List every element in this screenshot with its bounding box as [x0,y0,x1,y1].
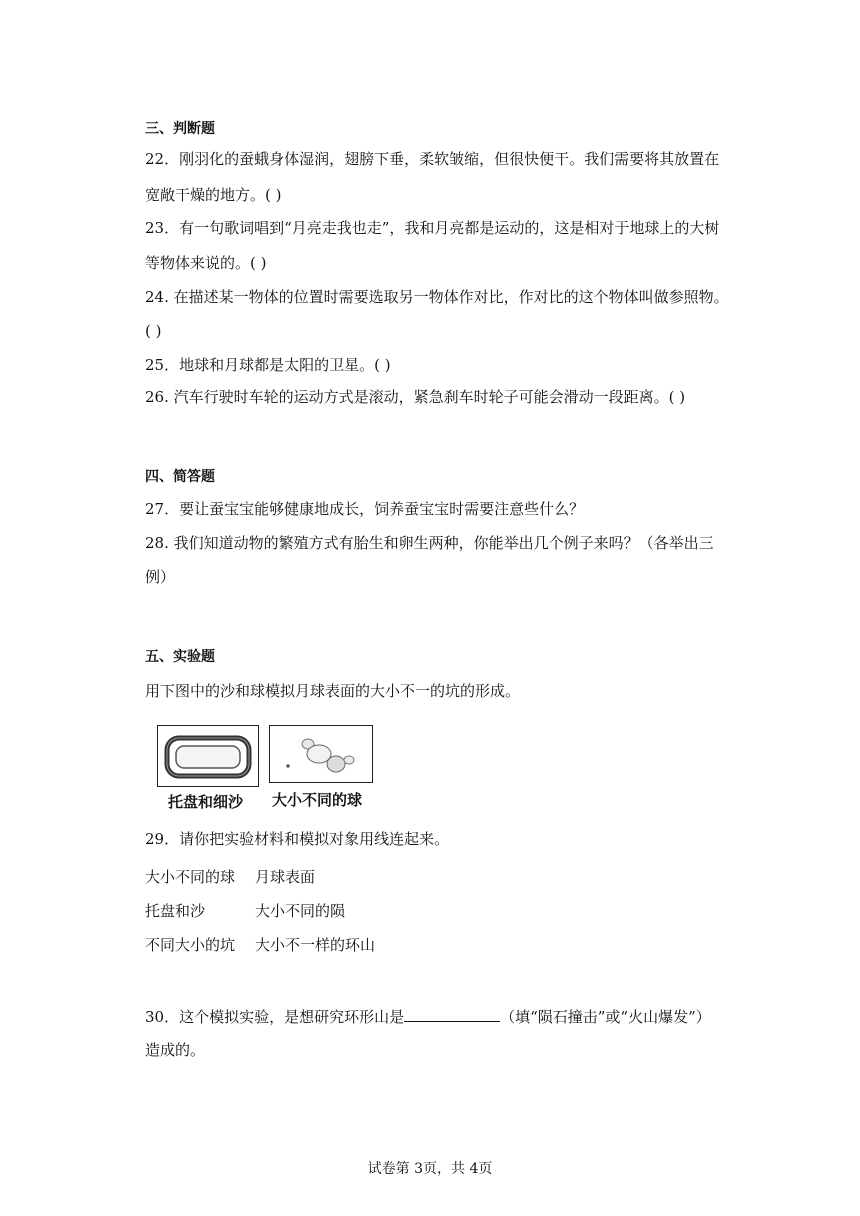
question-23-line-1: 23．有一句歌词唱到“月亮走我也走”，我和月亮都是运动的，这是相对于地球上的大树 [145,219,720,237]
match-row-3 [145,934,375,956]
experiment-intro: 用下图中的沙和球模拟月球表面的大小不一的坑的形成。 [145,682,521,700]
balls-figure [269,725,373,783]
section-3-title: 三、判断题 [145,121,215,137]
question-22-line-1: 22．刚羽化的蚕蛾身体湿润，翅膀下垂，柔软皱缩，但很快便干。我们需要将其放置在 [145,150,720,168]
match-right-1: 月球表面 [255,868,316,886]
answer-blank[interactable] [404,1006,500,1022]
match-left-1: 大小不同的球 [145,868,236,886]
tray-and-sand-caption: 托盘和细沙 [168,793,244,811]
match-left-2: 托盘和沙 [145,902,206,920]
question-24-line-1: 24. 在描述某一物体的位置时需要选取另一物体作对比，作对比的这个物体叫做参照物。 [145,288,729,306]
balls-caption: 大小不同的球 [272,791,363,809]
question-25: 25．地球和月球都是太阳的卫星。( ) [145,356,391,374]
section-4-title: 四、简答题 [145,469,215,485]
question-27: 27．要让蚕宝宝能够健康地成长，饲养蚕宝宝时需要注意些什么？ [145,500,585,518]
question-24-line-2: ( ) [145,322,162,340]
balls-icon [270,726,372,782]
page-footer: 试卷第 3页，共 4页 [367,1161,493,1177]
question-30-prefix: 30．这个模拟实验，是想研究环形山是 [145,1008,405,1026]
match-row-2 [145,900,345,922]
question-28-line-1: 28. 我们知道动物的繁殖方式有胎生和卵生两种，你能举出几个例子来吗？（各举出三 [145,534,714,552]
tray-icon [158,726,258,786]
question-26: 26. 汽车行驶时车轮的运动方式是滚动，紧急刹车时轮子可能会滑动一段距离。( ) [145,388,686,406]
question-30-suffix: （填“陨石撞击”或“火山爆发”） [500,1008,711,1026]
match-row-1 [145,866,315,888]
section-5-title: 五、实验题 [145,649,215,665]
match-right-2: 大小不同的陨 [255,902,346,920]
question-22-line-2: 宽敞干燥的地方。( ) [145,186,282,204]
question-30-line-1 [145,1006,711,1028]
tray-and-sand-figure [157,725,259,787]
match-right-3: 大小不一样的环山 [255,936,376,954]
question-28-line-2: 例） [145,568,176,586]
question-29: 29．请你把实验材料和模拟对象用线连起来。 [145,830,450,848]
question-23-line-2: 等物体来说的。( ) [145,254,267,272]
question-30-line-2: 造成的。 [145,1041,206,1059]
match-left-3: 不同大小的坑 [145,936,236,954]
